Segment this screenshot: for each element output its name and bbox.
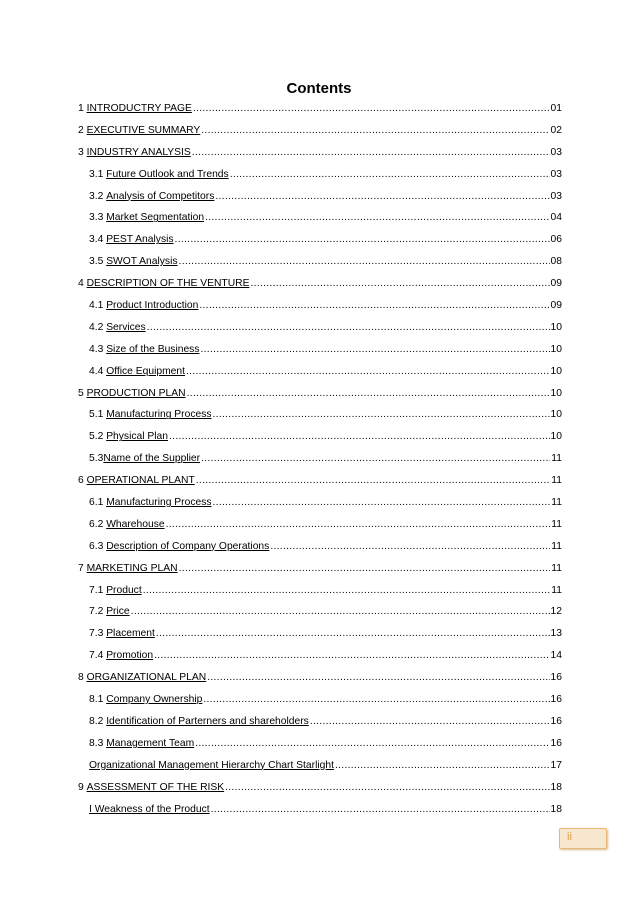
toc-page-number: 11 bbox=[551, 453, 562, 465]
toc-entry-link[interactable]: ORGANIZATIONAL PLAN bbox=[86, 672, 207, 684]
page-number-badge bbox=[559, 828, 607, 849]
page-title: Contents bbox=[286, 80, 352, 97]
toc-page-number: 09 bbox=[550, 278, 562, 290]
toc-page-number: 10 bbox=[550, 409, 562, 421]
toc-page-number: 14 bbox=[550, 650, 562, 662]
toc-entry[interactable] bbox=[78, 757, 562, 779]
toc-entry[interactable] bbox=[78, 669, 562, 691]
toc-dot-leader bbox=[193, 101, 550, 117]
toc-dot-leader bbox=[169, 429, 550, 445]
toc-entry-link[interactable]: Market Segmentation bbox=[106, 212, 205, 224]
toc-entry[interactable] bbox=[78, 801, 562, 823]
toc-entry[interactable] bbox=[78, 166, 562, 188]
toc-page-number: 18 bbox=[550, 781, 562, 793]
toc-entry-number: 3.5 bbox=[89, 256, 107, 268]
toc-entry-number: 7 bbox=[78, 562, 87, 574]
toc-entry-link[interactable]: Office Equipment bbox=[106, 365, 185, 377]
toc-entry-link[interactable]: Size of the Business bbox=[106, 343, 200, 355]
toc-page-number: 16 bbox=[550, 715, 562, 727]
toc-page-number: 03 bbox=[550, 168, 562, 180]
toc-entry-link[interactable]: Placement bbox=[106, 628, 155, 640]
toc-entry-link[interactable]: Services bbox=[106, 321, 146, 333]
toc-entry-number: 5.1 bbox=[89, 409, 107, 421]
toc-entry[interactable] bbox=[78, 735, 562, 757]
toc-entry-number: 4.1 bbox=[89, 300, 107, 312]
toc-entry[interactable] bbox=[78, 713, 562, 735]
toc-entry[interactable] bbox=[78, 647, 562, 669]
toc-dot-leader bbox=[205, 210, 549, 226]
toc-dot-leader bbox=[200, 342, 549, 358]
toc-page-number: 10 bbox=[550, 431, 562, 443]
toc-page-number: 10 bbox=[550, 321, 562, 333]
toc-entry[interactable] bbox=[78, 188, 562, 210]
toc-entry-link[interactable]: PEST Analysis bbox=[106, 234, 174, 246]
toc-page-number: 16 bbox=[550, 672, 562, 684]
toc-entry[interactable] bbox=[78, 341, 562, 363]
toc-entry-number: 5 bbox=[78, 387, 87, 399]
toc-entry-link[interactable]: OPERATIONAL PLANT bbox=[86, 475, 195, 487]
toc-entry-number: 9 bbox=[78, 781, 87, 793]
toc-entry[interactable] bbox=[78, 450, 562, 472]
toc-entry-link[interactable]: Manufacturing Process bbox=[106, 497, 212, 509]
toc-dot-leader bbox=[147, 320, 550, 336]
toc-page-number: 10 bbox=[550, 343, 562, 355]
toc-dot-leader bbox=[195, 736, 549, 752]
toc-entry-link[interactable]: Wharehouse bbox=[106, 518, 165, 530]
toc-entry-link[interactable]: SWOT Analysis bbox=[106, 256, 178, 268]
toc-entry-number: 8.1 bbox=[89, 694, 107, 706]
toc-entry-number: 3.2 bbox=[89, 190, 107, 202]
toc-entry-link[interactable]: Management Team bbox=[106, 737, 195, 749]
toc-entry[interactable] bbox=[78, 363, 562, 385]
toc-dot-leader bbox=[310, 714, 550, 730]
toc-page-number: 12 bbox=[550, 606, 562, 618]
toc-entry[interactable] bbox=[78, 691, 562, 713]
toc-page-number: 10 bbox=[550, 387, 562, 399]
toc-page-number: 11 bbox=[551, 540, 562, 552]
toc-entry-number: 7.2 bbox=[89, 606, 107, 618]
toc-entry-number: 7.3 bbox=[89, 628, 107, 640]
toc-entry-number: 5.2 bbox=[89, 431, 107, 443]
toc-dot-leader bbox=[250, 276, 549, 292]
toc-entry[interactable] bbox=[78, 779, 562, 801]
toc-entry-number: 6 bbox=[78, 475, 87, 487]
toc-dot-leader bbox=[186, 364, 550, 380]
toc-page-number: 13 bbox=[550, 628, 562, 640]
toc-entry-number: 6.1 bbox=[89, 497, 107, 509]
toc-entry-link[interactable]: I Weakness of the Product bbox=[89, 803, 210, 815]
toc-entry-number: 3.3 bbox=[89, 212, 107, 224]
toc-page-number: 01 bbox=[550, 103, 562, 114]
toc-page-number: 09 bbox=[550, 300, 562, 312]
toc-dot-leader bbox=[270, 539, 550, 555]
toc-page-number: 06 bbox=[550, 234, 562, 246]
toc-entry-number: 6.3 bbox=[89, 540, 107, 552]
toc-entry[interactable] bbox=[78, 428, 562, 450]
toc-entry[interactable] bbox=[78, 516, 562, 538]
toc-entry-link[interactable]: MARKETING PLAN bbox=[86, 562, 178, 574]
toc-entry-number: 7.4 bbox=[89, 650, 107, 662]
toc-entry[interactable] bbox=[78, 494, 562, 516]
toc-entry-number: 3.1 bbox=[89, 168, 107, 180]
toc-dot-leader bbox=[201, 123, 549, 139]
toc-entry[interactable] bbox=[78, 297, 562, 319]
toc-entry-link[interactable]: Promotion bbox=[106, 650, 154, 662]
toc-entry[interactable] bbox=[78, 319, 562, 341]
toc-dot-leader bbox=[203, 692, 549, 708]
toc-entry-link[interactable]: Manufacturing Process bbox=[106, 409, 212, 421]
toc-dot-leader bbox=[225, 780, 549, 796]
toc-entry-number: 8.2 bbox=[89, 715, 107, 727]
toc-page-number: 08 bbox=[550, 256, 562, 268]
toc-entry[interactable] bbox=[78, 100, 562, 122]
toc-entry-number: 1 bbox=[78, 103, 87, 114]
toc-entry-number: 7.1 bbox=[89, 584, 107, 596]
toc-entry-link[interactable]: Identification of Parterners and shareholders bbox=[106, 715, 309, 727]
toc-dot-leader bbox=[187, 386, 550, 402]
toc-dot-leader bbox=[154, 648, 549, 664]
toc-entry-link[interactable]: Name of the Supplier bbox=[103, 453, 201, 465]
toc-page-number: 11 bbox=[551, 584, 562, 596]
toc-entry-link[interactable]: EXECUTIVE SUMMARY bbox=[86, 124, 201, 136]
toc-entry[interactable] bbox=[78, 406, 562, 428]
toc-dot-leader bbox=[196, 473, 551, 489]
toc-entry-link[interactable]: ASSESSMENT OF THE RISK bbox=[86, 781, 225, 793]
toc-page-number: 17 bbox=[550, 759, 562, 771]
toc-entry-link[interactable]: Future Outlook and Trends bbox=[106, 168, 229, 180]
toc-page-number: 02 bbox=[550, 124, 562, 136]
toc-page-number: 03 bbox=[550, 146, 562, 158]
toc-dot-leader bbox=[175, 232, 550, 248]
toc-page-number: 18 bbox=[550, 803, 562, 815]
toc-entry-link[interactable]: Price bbox=[106, 606, 130, 618]
toc-entry-number: 6.2 bbox=[89, 518, 107, 530]
toc-entry-link[interactable]: PRODUCTION PLAN bbox=[86, 387, 186, 399]
toc-entry[interactable] bbox=[78, 582, 562, 604]
toc-entry[interactable] bbox=[78, 560, 562, 582]
toc-entry[interactable] bbox=[78, 625, 562, 647]
toc-entry-number: 2 bbox=[78, 124, 87, 136]
toc-entry[interactable] bbox=[78, 603, 562, 625]
toc-page-number: 03 bbox=[550, 190, 562, 202]
toc-entry-link[interactable]: Company Ownership bbox=[106, 694, 203, 706]
toc-page-number: 11 bbox=[551, 518, 562, 530]
toc-entry[interactable] bbox=[78, 385, 562, 407]
toc-entry-link[interactable]: DESCRIPTION OF THE VENTURE bbox=[86, 278, 250, 290]
toc-dot-leader bbox=[211, 802, 550, 818]
toc-entry-link[interactable]: Product Introduction bbox=[106, 300, 199, 312]
toc-dot-leader bbox=[335, 758, 550, 774]
toc-entry[interactable] bbox=[78, 144, 562, 166]
toc-page-number: 16 bbox=[550, 737, 562, 749]
toc-entry[interactable] bbox=[78, 122, 562, 144]
table-of-contents bbox=[78, 100, 562, 822]
toc-entry-link[interactable]: Product bbox=[106, 584, 142, 596]
toc-entry-number: 3.4 bbox=[89, 234, 107, 246]
toc-entry[interactable] bbox=[78, 538, 562, 560]
toc-dot-leader bbox=[201, 451, 550, 467]
toc-dot-leader bbox=[199, 298, 549, 314]
toc-entry-link[interactable]: INTRODUCTRY PAGE bbox=[86, 103, 192, 114]
toc-entry-link[interactable]: Analysis of Competitors bbox=[106, 190, 215, 202]
toc-entry[interactable] bbox=[78, 209, 562, 231]
toc-page-number: 11 bbox=[551, 562, 562, 574]
toc-dot-leader bbox=[213, 407, 550, 423]
page-number: ii bbox=[567, 831, 572, 843]
toc-entry-link[interactable]: Description of Company Operations bbox=[106, 540, 270, 552]
toc-entry[interactable] bbox=[78, 253, 562, 275]
toc-entry-number: 8.3 bbox=[89, 737, 107, 749]
toc-entry-link[interactable]: Physical Plan bbox=[106, 431, 168, 443]
toc-entry[interactable] bbox=[78, 472, 562, 494]
toc-entry-link[interactable]: INDUSTRY ANALYSIS bbox=[86, 146, 191, 158]
toc-entry-number: 3 bbox=[78, 146, 87, 158]
toc-entry-number: 8 bbox=[78, 672, 87, 684]
toc-entry-number: 5.3 bbox=[89, 453, 104, 465]
toc-dot-leader bbox=[166, 517, 551, 533]
toc-dot-leader bbox=[179, 561, 551, 577]
toc-entry[interactable] bbox=[78, 275, 562, 297]
toc-entry[interactable] bbox=[78, 231, 562, 253]
toc-dot-leader bbox=[215, 189, 549, 205]
toc-dot-leader bbox=[131, 604, 550, 620]
toc-page-number: 16 bbox=[550, 694, 562, 706]
toc-dot-leader bbox=[143, 583, 551, 599]
toc-page-number: 10 bbox=[550, 365, 562, 377]
toc-dot-leader bbox=[156, 626, 550, 642]
toc-page-number: 04 bbox=[550, 212, 562, 224]
toc-entry-number: 4 bbox=[78, 278, 87, 290]
toc-dot-leader bbox=[213, 495, 551, 511]
toc-entry-number: 4.3 bbox=[89, 343, 107, 355]
toc-page-number: 11 bbox=[551, 497, 562, 509]
toc-dot-leader bbox=[207, 670, 549, 686]
toc-entry-number: 4.4 bbox=[89, 365, 107, 377]
toc-dot-leader bbox=[179, 254, 550, 270]
toc-entry-link[interactable]: Organizational Management Hierarchy Chart Starlight bbox=[89, 759, 334, 771]
toc-dot-leader bbox=[230, 167, 550, 183]
toc-page-number: 11 bbox=[551, 475, 562, 487]
toc-dot-leader bbox=[192, 145, 550, 161]
toc-entry-number: 4.2 bbox=[89, 321, 107, 333]
